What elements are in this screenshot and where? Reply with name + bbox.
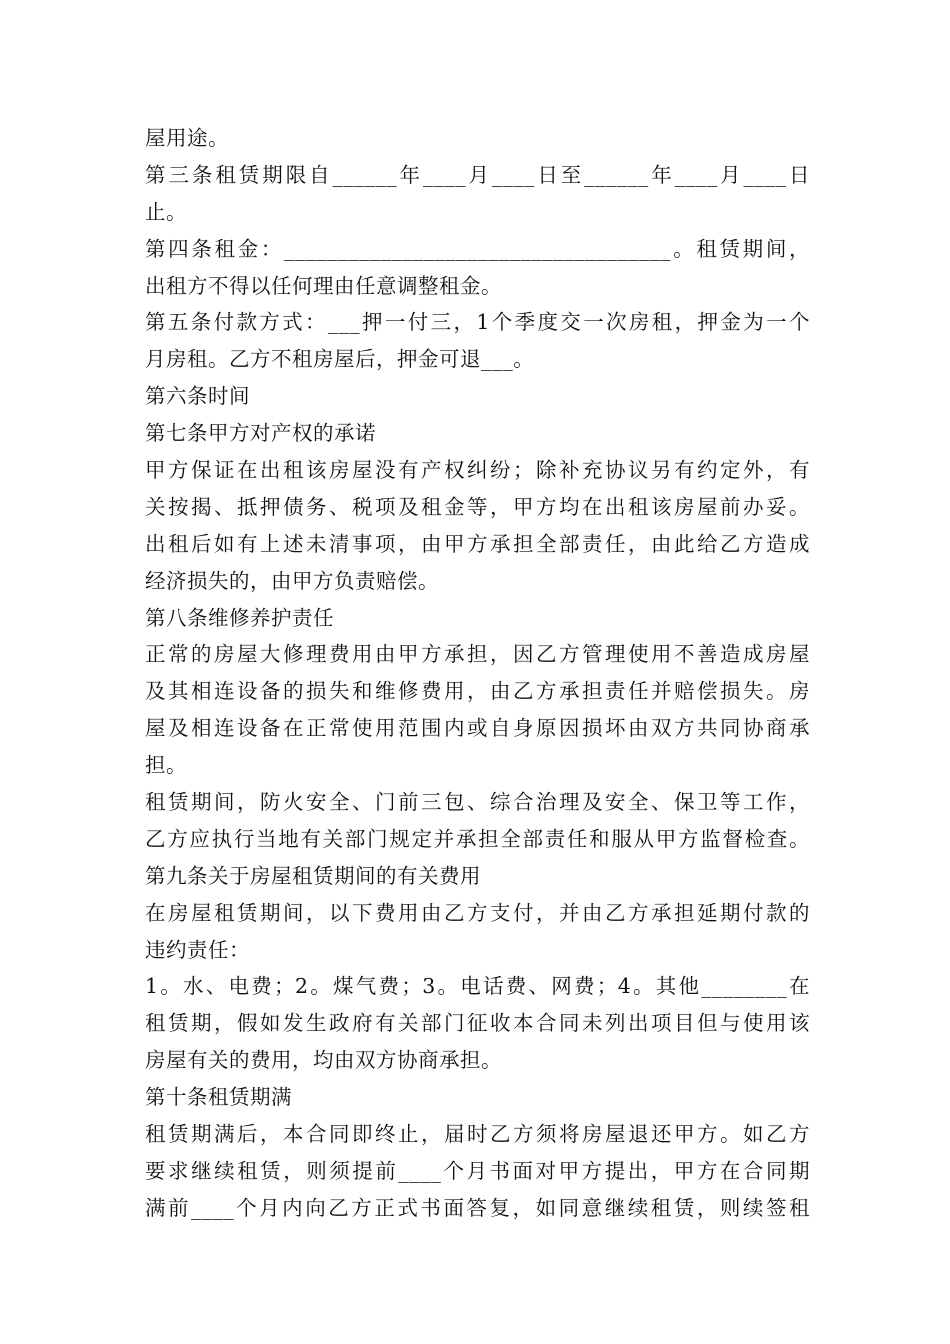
text-line: 租赁期满后，本合同即终止，届时乙方须将房屋退还甲方。如乙方 <box>145 1122 810 1147</box>
document-body <box>145 120 810 1227</box>
text-line: 1。水、电费；2。煤气费；3。电话费、网费；4。其他________在 <box>145 974 810 999</box>
text-line: 要求继续租赁，则须提前____个月书面对甲方提出，甲方在合同期 <box>145 1158 810 1183</box>
text-line: 租赁期，假如发生政府有关部门征收本合同未列出项目但与使用该 <box>145 1011 810 1036</box>
text-line: 第三条租赁期限自______年____月____日至______年____月____日 <box>145 162 810 187</box>
text-line: 乙方应执行当地有关部门规定并承担全部责任和服从甲方监督检查。 <box>145 826 810 851</box>
text-line: 止。 <box>145 199 187 224</box>
text-line: 正常的房屋大修理费用由甲方承担，因乙方管理使用不善造成房屋 <box>145 642 810 667</box>
text-line: 月房租。乙方不租房屋后，押金可退___。 <box>145 347 535 372</box>
text-line: 经济损失的，由甲方负责赔偿。 <box>145 568 439 593</box>
text-line: 第七条甲方对产权的承诺 <box>145 421 376 446</box>
text-line: 房屋有关的费用，均由双方协商承担。 <box>145 1048 502 1073</box>
text-line: 屋及相连设备在正常使用范围内或自身原因损坏由双方共同协商承 <box>145 716 810 741</box>
text-line: 第九条关于房屋租赁期间的有关费用 <box>145 863 481 888</box>
text-line: 担。 <box>145 753 187 778</box>
text-line: 第四条租金：____________________________________。租赁期间， <box>145 236 810 261</box>
text-line: 甲方保证在出租该房屋没有产权纠纷；除补充协议另有约定外，有 <box>145 458 810 483</box>
text-line: 出租方不得以任何理由任意调整租金。 <box>145 273 502 298</box>
text-line: 第六条时间 <box>145 384 250 409</box>
text-line: 出租后如有上述未清事项，由甲方承担全部责任，由此给乙方造成 <box>145 531 810 556</box>
text-line: 第十条租赁期满 <box>145 1085 292 1110</box>
text-line: 租赁期间，防火安全、门前三包、综合治理及安全、保卫等工作， <box>145 790 810 815</box>
text-line: 第五条付款方式：___押一付三，1个季度交一次房租，押金为一个 <box>145 310 810 335</box>
text-line: 违约责任： <box>145 937 250 962</box>
text-line: 关按揭、抵押债务、税项及租金等，甲方均在出租该房屋前办妥。 <box>145 494 810 519</box>
text-line: 及其相连设备的损失和维修费用，由乙方承担责任并赔偿损失。房 <box>145 679 810 704</box>
text-line: 在房屋租赁期间，以下费用由乙方支付，并由乙方承担延期付款的 <box>145 900 810 925</box>
text-line: 满前____个月内向乙方正式书面答复，如同意继续租赁，则续签租 <box>145 1195 810 1220</box>
text-line: 第八条维修养护责任 <box>145 605 334 630</box>
text-line: 屋用途。 <box>145 126 229 150</box>
